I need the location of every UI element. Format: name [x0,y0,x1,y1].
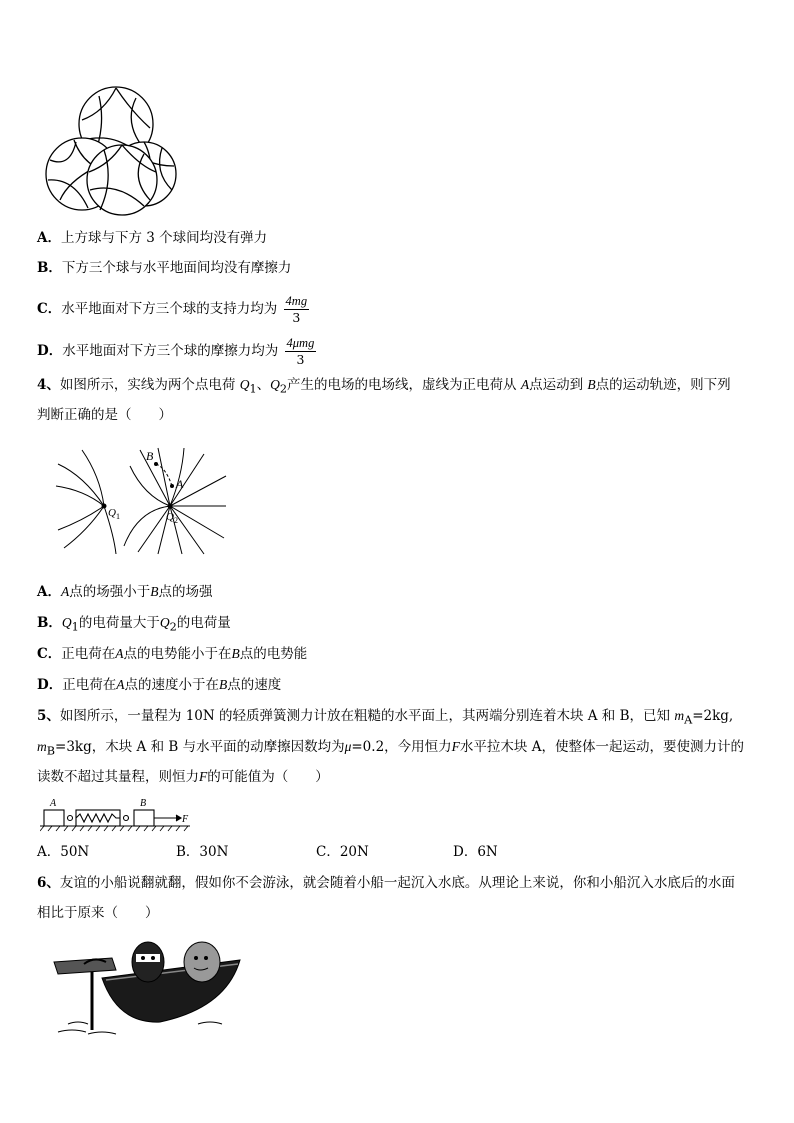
block-b [134,810,154,826]
svg-text:F: F [182,814,189,825]
label-A: A [176,477,184,491]
character-light [184,942,220,982]
q4-option-c: C．正电荷在A点的电势能小于在B点的电势能 [37,646,308,662]
q5-stem-line2: $m_B=3kg$，木块 A 和 B 与水平面的动摩擦因数均为μ=0.2，今用恒力F水平拉木块 A，使整体一起运动，要使测力计的 [37,739,744,758]
q6-stem-line1: 6、友谊的小船说翻就翻，假如你不会游泳，就会随着小船一起沉入水底。从理论上来说，你和小船沉入水底后的水面 [37,875,735,891]
label-Q2: $Q_2$ [166,511,178,525]
q5-option-a: A．50N [37,844,90,860]
q4-option-a: A．A点的场强小于B点的场强 [37,584,213,600]
block-a [44,810,64,826]
svg-text:A: A [50,798,57,809]
q4-option-b: B．$Q_1$的电荷量大于$Q_2$的电荷量 [37,615,231,634]
electric-field-figure [54,446,230,556]
fraction-4mg-over-3: $\frac{4mg}{3}$ [285,294,308,325]
q4-option-d: D．正电荷在A点的速度小于在B点的速度 [37,677,282,693]
boat-cartoon-figure [48,934,244,1036]
spring-coil [76,814,120,822]
q5-option-d: D．6N [453,844,498,860]
q3-option-c: C．水平地面对下方三个球的支持力均为 $\frac{4mg}{3}$ [37,294,308,325]
label-B: B [146,449,154,463]
q5-stem-line3: 读数不超过其量程，则恒力F的可能值为（ ） [37,769,329,785]
q4-stem-line2: 判断正确的是（ ） [37,407,172,423]
front-ball [87,145,157,215]
svg-text:B: B [140,798,147,809]
label-Q1: $Q_1$ [108,507,120,521]
q5-stem-line1: 5、如图所示，一量程为 10N 的轻质弹簧测力计放在粗糙的水平面上，其两端分别连着木块 A 和 B，已知 $m_A=2kg$, [37,708,734,727]
q3-option-a: A．上方球与下方 3 个球间均没有弹力 [37,230,268,246]
q5-option-c: C．20N [316,844,369,860]
q6-stem-line2: 相比于原来（ ） [37,905,159,921]
q3-option-b: B．下方三个球与水平地面间均没有摩擦力 [37,260,292,276]
q4-stem-line1: 4、如图所示，实线为两个点电荷 $Q_1$、$Q_2$产生的电场的电场线，虚线为正电荷从 A点运动到 B点的运动轨迹，则下列 [37,377,731,396]
spring-blocks-figure [40,796,196,832]
fraction-4mumg-over-3: $\frac{\text{4μmg}}{3}$ [286,336,315,367]
volleyball-stack-figure [44,82,178,216]
q5-option-b: B．30N [176,844,229,860]
q3-option-d: D．水平地面对下方三个球的摩擦力均为 $\frac{\text{4μmg}}{3}$ [37,336,315,367]
